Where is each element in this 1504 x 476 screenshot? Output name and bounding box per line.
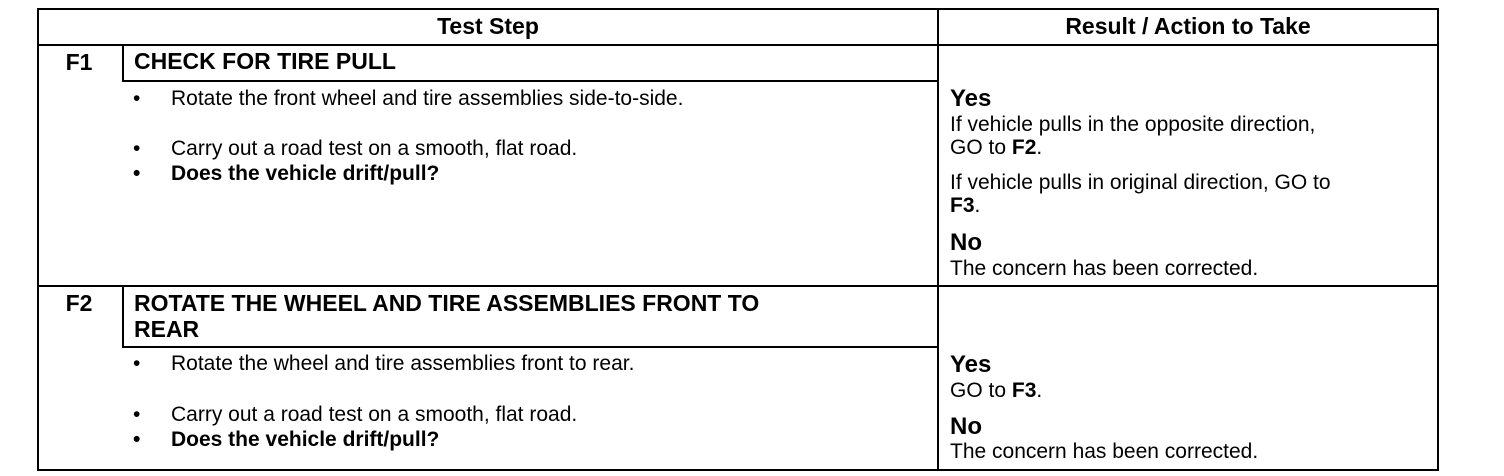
f1-yes-label: Yes (950, 85, 992, 112)
table-border-right (1437, 8, 1439, 471)
f2-yes-text: GO to F3. (950, 379, 1043, 402)
header-result-action: Result / Action to Take (1065, 13, 1311, 39)
f1-bullet-1: Rotate the front wheel and tire assemblies side-to-side. (171, 87, 684, 110)
table-border-top (37, 8, 1439, 10)
bullet-marker: • (133, 428, 141, 451)
f2-no-label: No (950, 413, 982, 440)
step-id-f2: F2 (65, 290, 93, 316)
step-separator (37, 285, 1439, 287)
header-test-step: Test Step (437, 13, 539, 39)
f1-yes-text-1: If vehicle pulls in the opposite direction, GO to F2. (950, 113, 1316, 159)
f2-title-line2: REAR (134, 316, 200, 342)
bullet-marker: • (133, 403, 141, 426)
f1-no-label: No (950, 229, 982, 256)
step-title-f1: CHECK FOR TIRE PULL (134, 48, 396, 74)
bullet-marker: • (133, 162, 141, 185)
f2-title-line1: ROTATE THE WHEEL AND TIRE ASSEMBLIES FRONT TO (134, 290, 760, 316)
table-border-bottom (37, 469, 1439, 471)
f1-id-divider (122, 44, 124, 81)
f1-yes-text-2: If vehicle pulls in original direction, GO to F3. (950, 171, 1331, 217)
f2-bullet-3: Does the vehicle drift/pull? (171, 428, 440, 451)
f2-yes-goto: GO to (950, 379, 1007, 402)
table-border-left (37, 8, 39, 471)
bullet-marker: • (133, 87, 141, 110)
f1-bullet-3: Does the vehicle drift/pull? (171, 162, 440, 185)
f2-id-divider (122, 285, 124, 347)
f1-bullet-2: Carry out a road test on a smooth, flat road. (171, 137, 578, 160)
f2-no-text: The concern has been corrected. (950, 440, 1259, 463)
diagnostic-table (37, 8, 1439, 471)
bullet-marker: • (133, 137, 141, 160)
column-divider (937, 8, 939, 471)
f2-title-divider (122, 346, 939, 348)
f2-bullet-2: Carry out a road test on a smooth, flat road. (171, 403, 578, 426)
f2-bullet-1: Rotate the wheel and tire assemblies front to rear. (171, 352, 635, 375)
f1-no-text: The concern has been corrected. (950, 257, 1259, 280)
f2-yes-target: F3 (1011, 379, 1037, 402)
f1-yes-text-2-prefix: If vehicle pulls in original direction, GO to (950, 171, 1331, 194)
step-title-f2 (134, 290, 759, 342)
f1-yes-target-1: F2 (1011, 136, 1037, 159)
f2-yes-label: Yes (950, 351, 992, 378)
f1-yes-target-2: F3 (950, 194, 975, 217)
f1-title-divider (122, 80, 939, 82)
bullet-marker: • (133, 352, 141, 375)
f1-yes-text-1-prefix: If vehicle pulls in the opposite direction, (950, 113, 1316, 136)
f1-yes-goto: GO to (950, 136, 1007, 159)
step-id-f1: F1 (65, 49, 93, 75)
header-divider (37, 44, 1439, 46)
